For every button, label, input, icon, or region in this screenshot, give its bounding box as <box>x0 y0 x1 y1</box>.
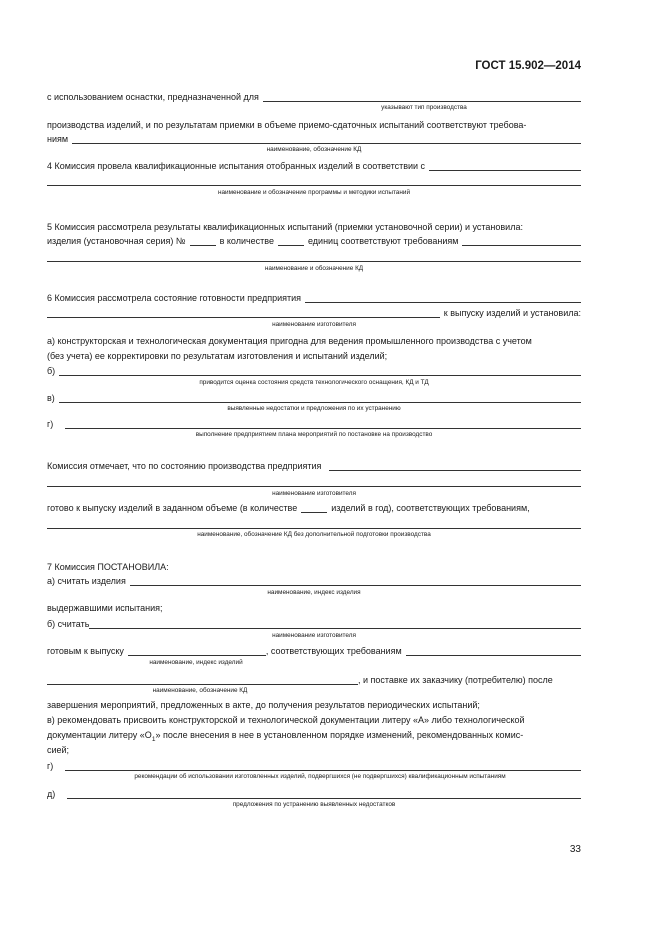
line-4 <box>47 160 581 172</box>
blank-field <box>65 418 581 429</box>
caption: рекомендации об использовании изготовленных изделий, подвергшихся (не подвергшихся) квалификационным испытаниям <box>134 773 506 780</box>
line-text: г) <box>47 761 54 771</box>
caption: наименование, обозначение КД без дополнительной подготовки производства <box>197 531 431 538</box>
line-text: , и поставке их заказчику (потребителю) после <box>358 675 553 685</box>
line-text: единиц соответствуют требованиям <box>307 236 459 246</box>
caption: наименование изготовителя <box>272 632 356 639</box>
line-16 <box>47 502 581 514</box>
line-text: г) <box>47 419 54 429</box>
blank-field <box>130 575 581 586</box>
caption: приводится оценка состояния средств технологического оснащения, КД и ТД <box>199 379 429 386</box>
line-2 <box>47 119 581 131</box>
line-text: 5 Комиссия рассмотрела результаты квалификационных испытаний (приемки установочной серии) и установила: <box>47 222 523 232</box>
caption: выполнение предприятием плана мероприятий по постановке на производство <box>195 431 433 438</box>
blank-field <box>462 235 581 246</box>
caption: выявленные недостатки и предложения по их устранению <box>227 405 401 412</box>
line-29 <box>47 788 581 800</box>
blank-field <box>47 518 581 529</box>
line-text: а) конструкторская и технологическая документация пригодна для ведения промышленного производства с учетом <box>47 336 532 346</box>
line-text: завершения мероприятий, предложенных в акте, до получения результатов периодических испытаний; <box>47 700 480 710</box>
caption: наименование и обозначение программы и методики испытаний <box>217 189 411 196</box>
line-28 <box>47 760 581 772</box>
line-text: готово к выпуску изделий в заданном объеме (в количестве <box>47 503 298 513</box>
blank-field <box>329 460 581 471</box>
line-text: готовым к выпуску <box>47 646 124 656</box>
line-text: 4 Комиссия провела квалификационные испытания отобранных изделий в соответствии с <box>47 161 426 171</box>
caption: наименование, индекс изделия <box>267 589 361 596</box>
line-24 <box>47 699 581 711</box>
line-8 <box>47 307 581 319</box>
line-18 <box>47 561 581 573</box>
blank-field <box>89 618 581 629</box>
blank-field <box>72 133 581 144</box>
line-text: 7 Комиссия ПОСТАНОВИЛА: <box>47 562 169 572</box>
blank-field <box>47 175 581 186</box>
line-23 <box>47 674 581 686</box>
line-25 <box>47 714 581 726</box>
caption: наименование, обозначение КД <box>152 687 248 694</box>
line-text: 6 Комиссия рассмотрела состояние готовности предприятия <box>47 293 302 303</box>
line-text: в) рекомендовать присвоить конструкторской и технологической документации литеру «А» либо технологической <box>47 715 525 725</box>
line-10 <box>47 350 581 362</box>
line-text: , соответствующих требованиям <box>265 646 402 656</box>
blank-field <box>278 235 304 246</box>
line-4b <box>47 175 581 187</box>
line-text: б) <box>47 366 56 376</box>
line-text: в количестве <box>219 236 274 246</box>
blank-field <box>59 392 581 403</box>
line-7 <box>47 292 581 304</box>
line-text: сией; <box>47 745 70 755</box>
line-text: (без учета) ее корректировки по результатам изготовления и испытаний изделий; <box>47 351 388 361</box>
caption: наименование, обозначение КД <box>266 146 362 153</box>
line-text: Комиссия отмечает, что по состоянию производства предприятия <box>47 461 322 471</box>
line-text: д) <box>47 789 56 799</box>
line-text: а) считать изделия <box>47 576 126 586</box>
blank-field <box>67 788 581 799</box>
blank-field <box>47 251 581 262</box>
line-text: изделия (установочная серия) № <box>47 236 186 246</box>
caption: наименование изготовителя <box>272 321 356 328</box>
blank-field <box>190 235 216 246</box>
blank-field <box>47 674 358 685</box>
line-20 <box>47 602 581 614</box>
blank-field <box>47 307 440 318</box>
caption: наименование, индекс изделий <box>149 659 243 666</box>
blank-field <box>301 502 327 513</box>
line-9 <box>47 335 581 347</box>
blank-field <box>128 645 266 656</box>
blank-field <box>429 160 581 171</box>
line-5 <box>47 221 581 233</box>
line-text: документации литеру «$О_1$» после внесения в нее в установленном порядке изменений, рекомендованных комис- <box>47 730 524 743</box>
line-6 <box>47 235 581 247</box>
line-27 <box>47 744 581 756</box>
line-text: производства изделий, и по результатам приемки в объеме приемо-сдаточных испытаний соответствуют требова- <box>47 120 527 130</box>
line-11 <box>47 365 581 377</box>
line-14 <box>47 460 581 472</box>
caption: наименование и обозначение КД <box>264 265 364 272</box>
line-13 <box>47 418 581 430</box>
line-12 <box>47 392 581 404</box>
line-text: в) <box>47 393 55 403</box>
caption: наименование изготовителя <box>272 490 356 497</box>
page-number: 33 <box>569 844 581 855</box>
line-text: ниям <box>47 134 69 144</box>
line-text: с использованием оснастки, предназначенной для <box>47 92 259 102</box>
blank-field <box>59 365 581 376</box>
line-text: выдержавшими испытания; <box>47 603 163 613</box>
line-17 <box>47 518 581 530</box>
line-22 <box>47 645 581 657</box>
blank-field <box>305 292 581 303</box>
blank-field <box>65 760 581 771</box>
line-text: к выпуску изделий и установила: <box>443 308 581 318</box>
standard-header: ГОСТ 15.902—2014 <box>475 60 581 72</box>
blank-field <box>263 91 581 102</box>
line-3 <box>47 133 581 145</box>
line-19 <box>47 575 581 587</box>
line-1 <box>47 91 581 103</box>
line-21 <box>47 618 581 630</box>
caption: предложения по устранению выявленных недостатков <box>232 801 396 808</box>
caption: указывают тип производства <box>381 104 467 111</box>
line-15 <box>47 476 581 488</box>
blank-field <box>406 645 581 656</box>
line-6b <box>47 251 581 263</box>
blank-field <box>47 476 581 487</box>
line-text: изделий в год), соответствующих требованиям, <box>331 503 530 513</box>
line-text: б) считать <box>47 619 90 629</box>
